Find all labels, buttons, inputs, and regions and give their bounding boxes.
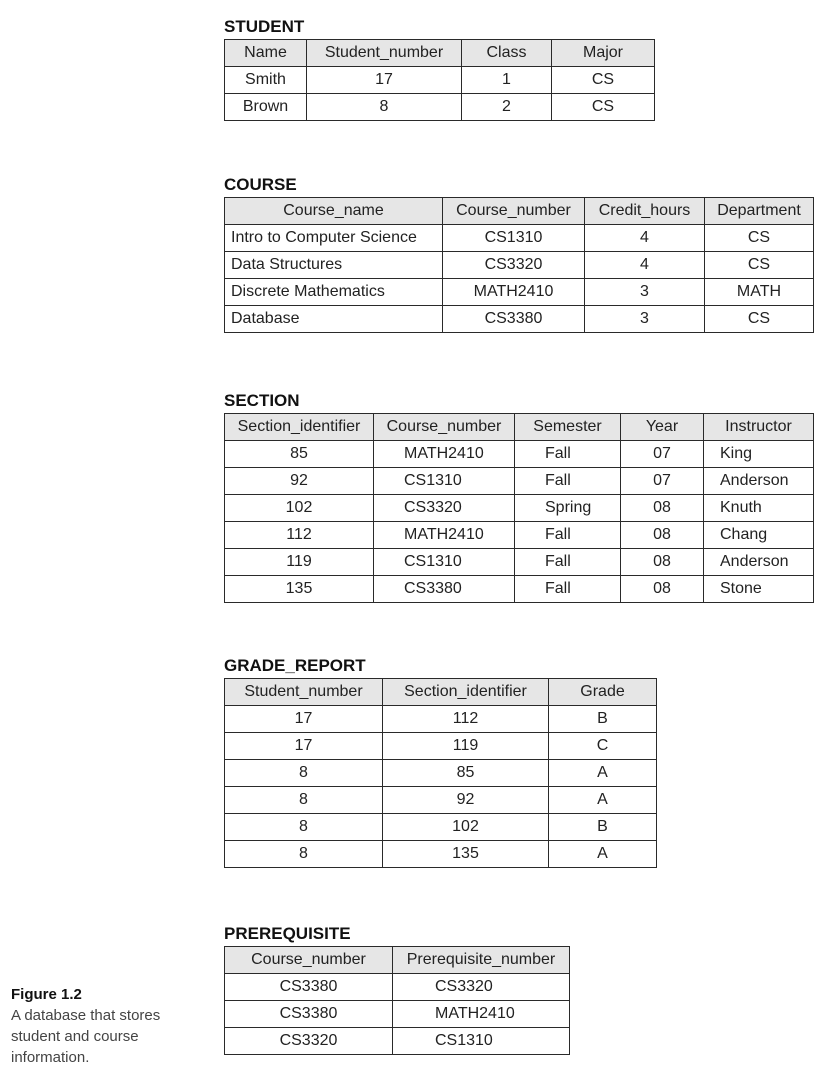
table-cell: Intro to Computer Science <box>225 225 443 252</box>
table-cell: 112 <box>383 706 549 733</box>
table-row <box>225 1001 570 1028</box>
prerequisite-table-title: PREREQUISITE <box>224 924 351 943</box>
table-cell: CS3380 <box>374 576 515 603</box>
table-cell: CS <box>705 252 814 279</box>
column-header: Credit_hours <box>585 198 705 225</box>
table-cell: CS1310 <box>443 225 585 252</box>
figure-label: Figure 1.2 <box>11 986 82 1003</box>
column-header: Instructor <box>704 414 814 441</box>
table-cell: 102 <box>383 814 549 841</box>
course-table-title: COURSE <box>224 175 297 194</box>
table-header-row <box>225 198 814 225</box>
table-row <box>225 94 655 121</box>
table-cell: MATH2410 <box>374 441 515 468</box>
table-cell: 08 <box>621 576 704 603</box>
prerequisite-table-block <box>224 924 570 1055</box>
table-cell: 4 <box>585 252 705 279</box>
table-row <box>225 576 814 603</box>
table-cell: 8 <box>225 841 383 868</box>
grade-report-table <box>224 678 657 868</box>
course-table-block <box>224 175 814 333</box>
grade-report-table-block <box>224 656 657 868</box>
column-header: Course_number <box>225 947 393 974</box>
table-cell: CS1310 <box>374 468 515 495</box>
table-row <box>225 706 657 733</box>
column-header: Semester <box>515 414 621 441</box>
table-cell: 102 <box>225 495 374 522</box>
table-row <box>225 787 657 814</box>
table-row <box>225 549 814 576</box>
table-cell: 112 <box>225 522 374 549</box>
figure-caption-text: A database that stores student and course information. <box>11 1007 161 1066</box>
section-table-title: SECTION <box>224 391 300 410</box>
table-cell: 4 <box>585 225 705 252</box>
table-cell: 3 <box>585 306 705 333</box>
table-cell: A <box>549 787 657 814</box>
table-row <box>225 279 814 306</box>
grade-report-table-title: GRADE_REPORT <box>224 656 366 675</box>
table-cell: CS3320 <box>393 974 570 1001</box>
table-cell: B <box>549 706 657 733</box>
table-row <box>225 1028 570 1055</box>
table-row <box>225 67 655 94</box>
section-table <box>224 413 814 603</box>
table-cell: CS1310 <box>393 1028 570 1055</box>
table-cell: 8 <box>225 760 383 787</box>
column-header: Section_identifier <box>383 679 549 706</box>
table-cell: Knuth <box>704 495 814 522</box>
table-header-row <box>225 40 655 67</box>
table-cell: CS <box>552 67 655 94</box>
table-cell: A <box>549 760 657 787</box>
table-row <box>225 306 814 333</box>
section-table-block <box>224 391 814 603</box>
table-cell: 1 <box>462 67 552 94</box>
table-cell: C <box>549 733 657 760</box>
table-cell: CS3380 <box>225 974 393 1001</box>
table-row <box>225 974 570 1001</box>
column-header: Section_identifier <box>225 414 374 441</box>
table-cell: 08 <box>621 549 704 576</box>
table-cell: 8 <box>307 94 462 121</box>
table-header-row <box>225 679 657 706</box>
table-cell: CS3320 <box>443 252 585 279</box>
table-cell: 08 <box>621 522 704 549</box>
column-header: Major <box>552 40 655 67</box>
column-header: Course_number <box>443 198 585 225</box>
column-header: Course_name <box>225 198 443 225</box>
table-cell: MATH2410 <box>393 1001 570 1028</box>
table-cell: Spring <box>515 495 621 522</box>
column-header: Name <box>225 40 307 67</box>
table-cell: Brown <box>225 94 307 121</box>
table-cell: Chang <box>704 522 814 549</box>
table-row <box>225 733 657 760</box>
table-cell: MATH <box>705 279 814 306</box>
table-row <box>225 841 657 868</box>
table-cell: 85 <box>225 441 374 468</box>
student-table-block <box>224 17 655 121</box>
table-cell: CS3380 <box>225 1001 393 1028</box>
table-cell: CS1310 <box>374 549 515 576</box>
table-cell: 92 <box>383 787 549 814</box>
table-cell: Fall <box>515 549 621 576</box>
table-cell: 119 <box>225 549 374 576</box>
table-cell: 17 <box>307 67 462 94</box>
table-cell: 07 <box>621 441 704 468</box>
table-cell: Fall <box>515 441 621 468</box>
table-cell: MATH2410 <box>443 279 585 306</box>
table-cell: Fall <box>515 522 621 549</box>
table-cell: 07 <box>621 468 704 495</box>
column-header: Grade <box>549 679 657 706</box>
table-cell: 135 <box>225 576 374 603</box>
table-cell: Fall <box>515 468 621 495</box>
table-cell: Anderson <box>704 468 814 495</box>
table-cell: 8 <box>225 787 383 814</box>
table-header-row <box>225 414 814 441</box>
table-cell: CS3320 <box>374 495 515 522</box>
column-header: Prerequisite_number <box>393 947 570 974</box>
table-cell: Fall <box>515 576 621 603</box>
student-table-title: STUDENT <box>224 17 305 36</box>
table-cell: Discrete Mathematics <box>225 279 443 306</box>
table-row <box>225 252 814 279</box>
prerequisite-table <box>224 946 570 1055</box>
table-row <box>225 441 814 468</box>
table-cell: CS <box>552 94 655 121</box>
table-cell: Data Structures <box>225 252 443 279</box>
table-cell: 85 <box>383 760 549 787</box>
table-row <box>225 522 814 549</box>
table-cell: CS <box>705 225 814 252</box>
table-cell: 17 <box>225 706 383 733</box>
table-cell: Stone <box>704 576 814 603</box>
table-row <box>225 495 814 522</box>
course-table <box>224 197 814 333</box>
table-cell: Anderson <box>704 549 814 576</box>
column-header: Class <box>462 40 552 67</box>
student-table <box>224 39 655 121</box>
figure-caption <box>11 984 201 1068</box>
table-cell: 08 <box>621 495 704 522</box>
table-cell: Smith <box>225 67 307 94</box>
column-header: Student_number <box>307 40 462 67</box>
column-header: Department <box>705 198 814 225</box>
table-cell: Database <box>225 306 443 333</box>
table-header-row <box>225 947 570 974</box>
table-cell: 135 <box>383 841 549 868</box>
table-row <box>225 814 657 841</box>
table-cell: CS3380 <box>443 306 585 333</box>
column-header: Course_number <box>374 414 515 441</box>
table-cell: CS <box>705 306 814 333</box>
table-cell: 3 <box>585 279 705 306</box>
table-cell: 8 <box>225 814 383 841</box>
table-row <box>225 225 814 252</box>
table-cell: 92 <box>225 468 374 495</box>
table-row <box>225 468 814 495</box>
table-cell: 17 <box>225 733 383 760</box>
table-cell: 2 <box>462 94 552 121</box>
table-cell: CS3320 <box>225 1028 393 1055</box>
table-cell: MATH2410 <box>374 522 515 549</box>
table-cell: 119 <box>383 733 549 760</box>
table-cell: King <box>704 441 814 468</box>
table-cell: B <box>549 814 657 841</box>
column-header: Student_number <box>225 679 383 706</box>
column-header: Year <box>621 414 704 441</box>
table-cell: A <box>549 841 657 868</box>
table-row <box>225 760 657 787</box>
